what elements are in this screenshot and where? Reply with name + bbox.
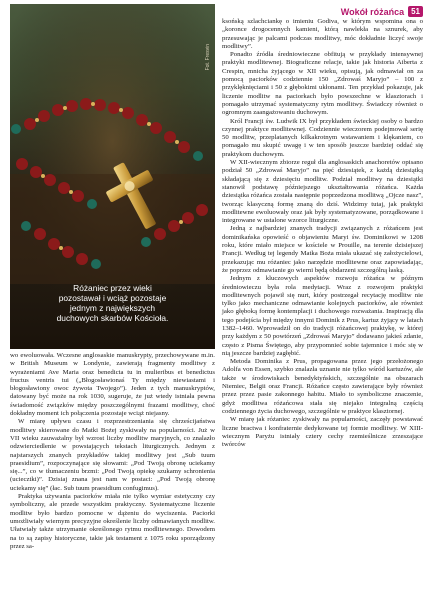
paragraph: W miarę jak różaniec zyskiwały na popularności, zaczęły powstawać liczne bractwa i konfraternie dedykowane tej formie modlitwy. W XIII-wiecznym Paryżu istniały cztery cechy rzemieślnicze zrzeszające twórców	[222, 416, 423, 449]
paragraph: Praktyka używania paciorków miała nie tylko wymiar estetyczny czy symboliczny, ale przede wszystkim praktyczny. Systematyczne liczenie modlitw było bardzo pomocne w dążeniu do wyciszenia. Paciorki umożliwiały wiernym precyzyjne określenie liczby odmawianych modlitw. Ułatwiały także utrzymanie określonego rytmu modlitewnego. Dowodem na to są zapisy historyczne, takie jak testament z 1075 roku sporządzony przez sa-	[10, 493, 215, 550]
caption-line: jednym z największych	[69, 303, 156, 313]
paragraph: W XII-wiecznym zbiorze reguł dla anglosaskich anachoretów opisano podział 50 „Zdrowaś Maryjo” na pięć dziesiątek, z każdą dziesiątką składającą się z dziesięciu modlitw. Podział modlitwy na dziesiątki stanowił podstawę późniejszego ukształtowania różańca. Każda dziesiątka różańca została następnie poprzedzona modlitwą „Ojcze nasz”, tworząc klasyczną formę znaną do dziś. Widzimy tutaj, jak praktyki modlitewne ewoluowały oraz jak były systematyzowane, porządkowane i integrowane w ustalone wzorce liturgiczne.	[222, 159, 423, 225]
paragraph: Jedną z najbardziej znanych tradycji związanych z różańcem jest dominikańska opowieść o objawieniu Maryi św. Dominikowi w 1208 roku, które miało miejsce w kościele w Prouille, na terenie dzisiejszej Francji. Według tej legendy Matka Boża miała ukazać się założycielowi, przekazując mu różaniec jako narzędzie modlitewne oraz zapowiadając, że poprzez odmawianie go wierni będą obdarzeni szczególną łaską.	[222, 225, 423, 274]
right-column	[222, 18, 423, 449]
paragraph: ksońską szlachciankę o imieniu Godiva, w którym wspomina ona o „koronce drogocennych kamieni, którą nawlekła na sznurek, aby przesuwając je palcami podczas modlitwy, móc dokładnie liczyć swoje modlitwy”.	[222, 18, 423, 50]
paragraph: W miarę upływu czasu i rozprzestrzeniania się chrześcijaństwa modlitwy skierowane do Matki Bożej zyskiwały na popularności. Już w VII wieku zauważalny był wzrost liczby modlitw maryjnych, co znalazło odzwierciedlenie w powstających tekstach liturgicznych. Jednym z najstarszych znanych przykładów takiej modlitwy jest „Sub tuum praesidium”, rozpoczynające się słowami: „Pod Twoją obronę uciekamy się...”, co w tłumaczeniu brzmi: „Pod Twoją opiekę szukamy schronienia (uciecztki)”. Dzisiaj znana jest nam w postaci: „Pod Twoją obronę uciekamy się” (łac. Sub tuum praesidium confugimus).	[10, 418, 215, 492]
paragraph: Jednym z kluczowych aspektów rozwoju różańca w późnym średniowieczu była rola medytacji. Wraz z rozwojem praktyki modlitewnych pojawił się nurt, który postrzegał recytację modlitw nie tylko jako mechaniczne odmawianie kolejnych paciorków, ale również jako głęboką formę kontemplacji i duchowego rozważania. Inspiracją dla tego podejścia był między innymi Dominik z Prus, kartuz żyjący w latach 1382–1460. Wprowadził on do tradycji różańcowej praktykę, w której przy każdym z 50 powtórzeń „Zdrowaś Maryjo” dodawano jakieś zdanie, często z Pisma Świętego, aby przypomnieć sobie tajemnice i móc się w nią jeszcze bardziej zagłębić.	[222, 275, 423, 357]
paragraph: Król Francji św. Ludwik IX był przykładem świeckiej osoby o bardzo czynnej praktyce modlitewnej. Codziennie wieczorem podejmował serię 50 modlitw, przeplatanych kilkakrotnym wstawaniem i klękaniem, co pomagało mu skupić uwagę i w ten sposób jeszcze bardziej oddać się praktykom duchowym.	[222, 117, 423, 158]
page-number: 51	[408, 6, 423, 17]
paragraph: wo ewoluowała. Wczesne anglosaskie manuskrypty, przechowywane m.in. w British Museum w Londynie, zawierają fragmenty modlitwy z wyrażeniami Ave Maria oraz benedicta tu in mulieribus et benedictus fructus ventris tui („Błogosławionaś Ty między niewiastami i błogosławiony owoc żywota Twojego”). Jeden z tych manuskryptów, datowany być może na rok 1030, sugeruje, że już wtedy istniała pewna świadomość związków między poszczególnymi frazami modlitwy, choć dokładny moment ich połączenia pozostaje wciąż niejasny.	[10, 352, 215, 418]
caption-line: duchowych skarbów Kościoła.	[56, 313, 169, 323]
left-column	[10, 352, 215, 551]
caption-line: pozostawał i wciąż pozostaje	[58, 293, 167, 303]
photo-credit: Fot. Fresvin	[205, 44, 211, 71]
photo-caption	[10, 283, 215, 323]
paragraph: Metoda Dominika z Prus, propagowana przez jego przełożonego Adolfa von Essen, szybko znalazła uznanie nie tylko wśród kartuzów, ale także w środowiskach benedyktyńskich, szczególnie na obszarach Niemiec, Belgii oraz Francji. Różańce często zawierające były również przez przez pasie zakonnego habitu. Miało to symboliczne znaczenie, gdyż modlitwa różańcowa stała się niejako integralną częścią codziennego życia duchowego, szczególnie w praktyce klasztornej.	[222, 358, 423, 415]
paragraph: Ponadto źródła średniowieczne obfitują w przykłady intensywnej praktyki modlitewnej. Biograficzne relacje, takie jak historia Aiberta z Crespin, mnicha żyjącego w XII wieku, opisują, jak odmawiał on za pomocą paciorków codziennie 150 „Zdrowaś Maryjo” – 100 z przyklęknięciami i 50 z głębokimi ukłonami. Ten przykład pokazuje, jak liczenie modlitw na paciorkach było powszechne w klasztorach i pomagało utrzymać systematyczny rytm modlitwy. Świadczy również o ogromnym zaangażowaniu duchowym.	[222, 51, 423, 117]
caption-line: Różaniec przez wieki	[73, 283, 152, 293]
section-title: Wokół różańca	[340, 6, 405, 17]
page-header	[341, 6, 423, 17]
